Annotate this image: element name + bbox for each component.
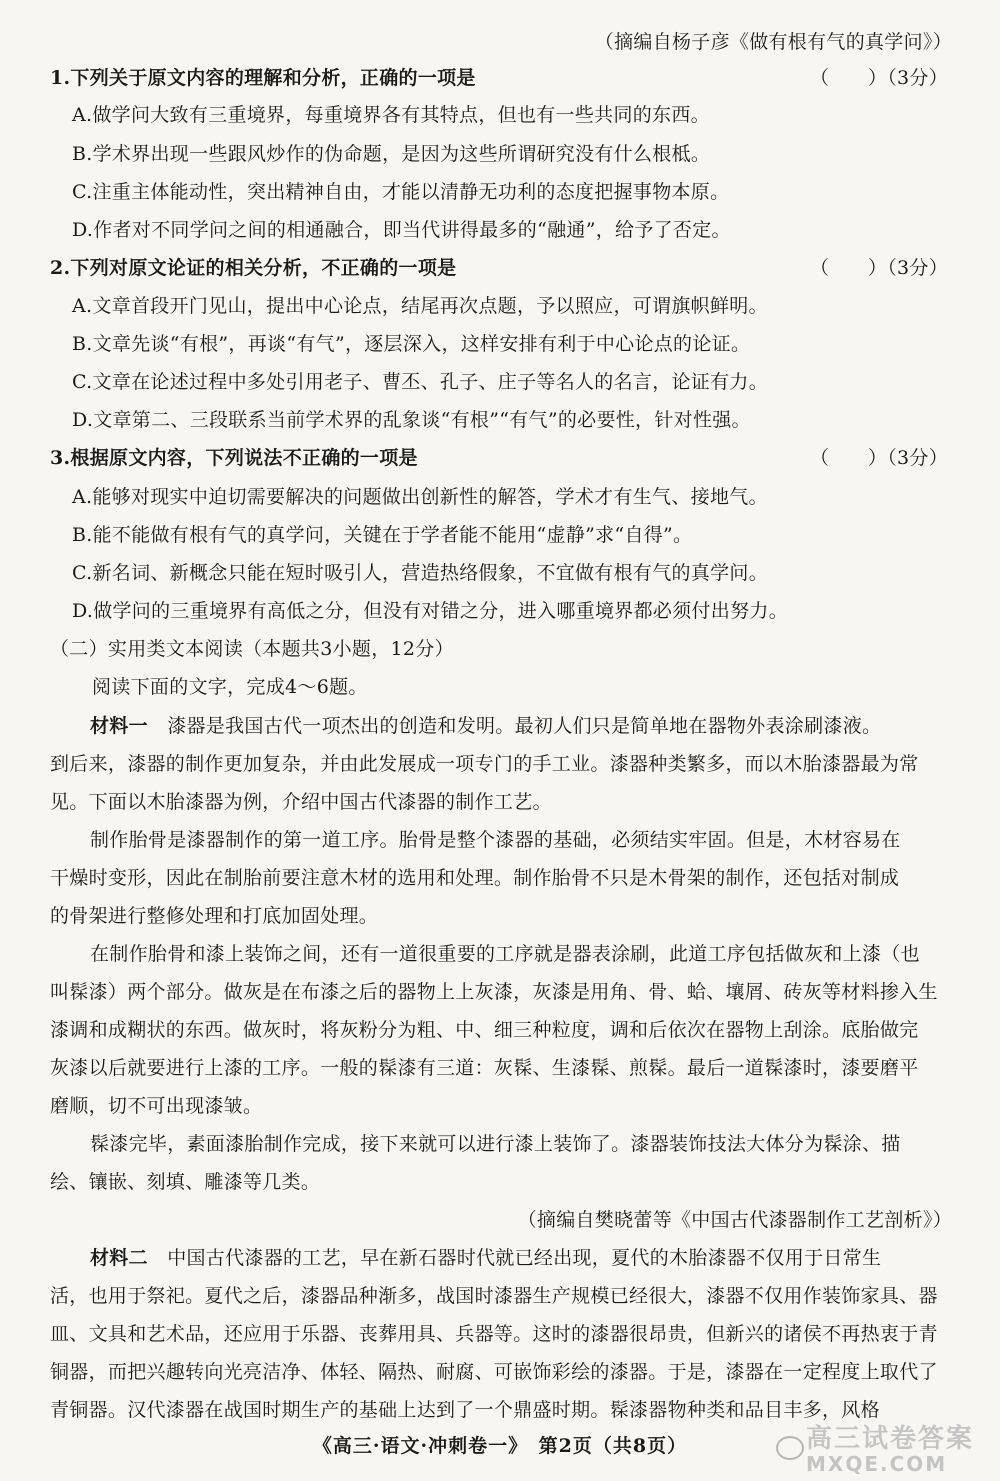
question-2-option-d: D.文章第二、三段联系当前学术界的乱象谈“有根”“有气”的必要性，针对性强。 (72, 409, 751, 431)
material-1-p3-line-1: 在制作胎骨和漆上装饰之间，还有一道很重要的工序就是器表涂刷，此道工序包括做灰和上漆（也 (90, 943, 920, 965)
question-3-option-a: A.能够对现实中迫切需要解决的问题做出创新性的解答，学术才有生气、接地气。 (72, 486, 768, 508)
material-1-p3-line-2: 叫髹漆）两个部分。做灰是在布漆之后的器物上上灰漆，灰漆是用角、骨、蛤、壤屑、砖灰等材料掺入生 (50, 981, 938, 1003)
material-2-line-5: 青铜器。汉代漆器在战国时期生产的基础上达到了一个鼎盛时期。髹漆器物种类和品目丰多，风格 (50, 1399, 880, 1421)
material-1-p4-line-1: 髹漆完毕，素面漆胎制作完成，接下来就可以进行漆上装饰了。漆器装饰技法大体分为髹涂、描 (90, 1133, 901, 1155)
question-1-score: （ ）（3分） (810, 67, 948, 89)
question-3-option-b: B.能不能做有根有气的真学问，关键在于学者能不能用“虚静”求“自得”。 (72, 524, 693, 546)
wechat-icon (776, 1436, 804, 1460)
material-1-p3-line-3: 漆调和成糊状的东西。做灰时，将灰粉分为粗、中、细三种粒度，调和后依次在器物上刮涂。底胎做完 (50, 1019, 919, 1041)
question-1-option-d: D.作者对不同学问之间的相通融合，即当代讲得最多的“融通”，给予了否定。 (72, 219, 731, 241)
question-1-option-a: A.做学问大致有三重境界，每重境界各有其特点，但也有一些共同的东西。 (72, 104, 710, 126)
source-citation-1: （摘编自杨子彦《做有根有气的真学问》） (594, 31, 952, 53)
question-3-score: （ ）（3分） (810, 447, 948, 469)
material-2-label: 材料二 (90, 1247, 148, 1269)
material-1-p3-line-4: 灰漆以后就要进行上漆的工序。一般的髹漆有三道：灰髹、生漆髹、煎髹。最后一道髹漆时，漆要磨平 (50, 1057, 919, 1079)
question-2-option-b: B.文章先谈“有根”，再谈“有气”，逐层深入，这样安排有利于中心论点的论证。 (72, 333, 751, 355)
material-2-line-1: 材料二 中国古代漆器的工艺，早在新石器时代就已经出现，夏代的木胎漆器不仅用于日常生 (90, 1247, 882, 1269)
question-1-option-b: B.学术界出现一些跟风炒作的伪命题，是因为这些所谓研究没有什么根柢。 (72, 143, 711, 165)
material-1-line-1: 材料一 漆器是我国古代一项杰出的创造和发明。最初人们只是简单地在器物外表涂刷漆液。 (90, 715, 882, 737)
question-3-stem: 3.根据原文内容，下列说法不正确的一项是 (50, 447, 418, 469)
material-1-p2-line-1: 制作胎骨是漆器制作的第一道工序。胎骨是整个漆器的基础，必须结实牢固。但是，木材容易在 (90, 829, 901, 851)
question-1-stem: 1.下列关于原文内容的理解和分析，正确的一项是 (50, 67, 476, 89)
question-2-option-c: C.文章在论述过程中多处引用老子、曹丕、孔子、庄子等名人的名言，论证有力。 (72, 371, 769, 393)
question-3-option-d: D.做学问的三重境界有高低之分，但没有对错之分，进入哪重境界都必须付出努力。 (72, 600, 788, 622)
question-2-stem: 2.下列对原文论证的相关分析，不正确的一项是 (50, 257, 457, 279)
section-heading: （二）实用类文本阅读（本题共3小题，12分） (50, 638, 454, 660)
material-1-p2-line-2: 干燥时变形，因此在制胎前要注意木材的选用和处理。制作胎骨不只是木骨架的制作，还包括对制成 (50, 867, 900, 889)
material-1-label: 材料一 (90, 715, 148, 737)
source-citation-2: （摘编自樊晓蕾等《中国古代漆器制作工艺剖析》） (517, 1209, 952, 1231)
material-2-line-4: 铜器，而把兴趣转向光亮洁净、体轻、隔热、耐腐、可嵌饰彩绘的漆器。于是，漆器在一定程度上取代了 (50, 1361, 938, 1383)
question-1-option-c: C.注重主体能动性，突出精神自由，才能以清静无功利的态度把握事物本原。 (72, 181, 730, 203)
reading-instruction: 阅读下面的文字，完成4～6题。 (92, 676, 368, 698)
question-3-option-c: C.新名词、新概念只能在短时吸引人，营造热络假象，不宜做有根有气的真学问。 (72, 562, 769, 584)
material-1-line-2: 到后来，漆器的制作更加复杂，并由此发展成一项专门的手工业。漆器种类繁多，而以木胎漆器最为常 (50, 753, 919, 775)
material-2-line-3: 皿、文具和艺术品，还应用于乐器、丧葬用具、兵器等。这时的漆器很昂贵，但新兴的诸侯不再热衷于青 (50, 1323, 938, 1345)
material-2-line-2: 活，也用于祭祀。夏代之后，漆器品种渐多，战国时漆器生产规模已经很大，漆器不仅用作装饰家具、器 (50, 1285, 938, 1307)
watermark-url: MXQE.COM (806, 1452, 948, 1476)
material-1-p3-line-5: 磨顺，切不可出现漆皱。 (50, 1095, 263, 1117)
material-1-line-3: 见。下面以木胎漆器为例，介绍中国古代漆器的制作工艺。 (50, 791, 552, 813)
question-2-score: （ ）（3分） (810, 257, 948, 279)
page-footer: 《高三·语文·冲刺卷一》 第2页（共8页） (312, 1435, 688, 1457)
watermark (776, 1418, 986, 1476)
watermark-title: 高三试卷答案 (806, 1424, 975, 1454)
material-1-p4-line-2: 绘、镶嵌、刻填、雕漆等几类。 (50, 1171, 321, 1193)
question-2-option-a: A.文章首段开门见山，提出中心论点，结尾再次点题，予以照应，可谓旗帜鲜明。 (72, 295, 768, 317)
material-1-p2-line-3: 的骨架进行整修处理和打底加固处理。 (50, 905, 379, 927)
